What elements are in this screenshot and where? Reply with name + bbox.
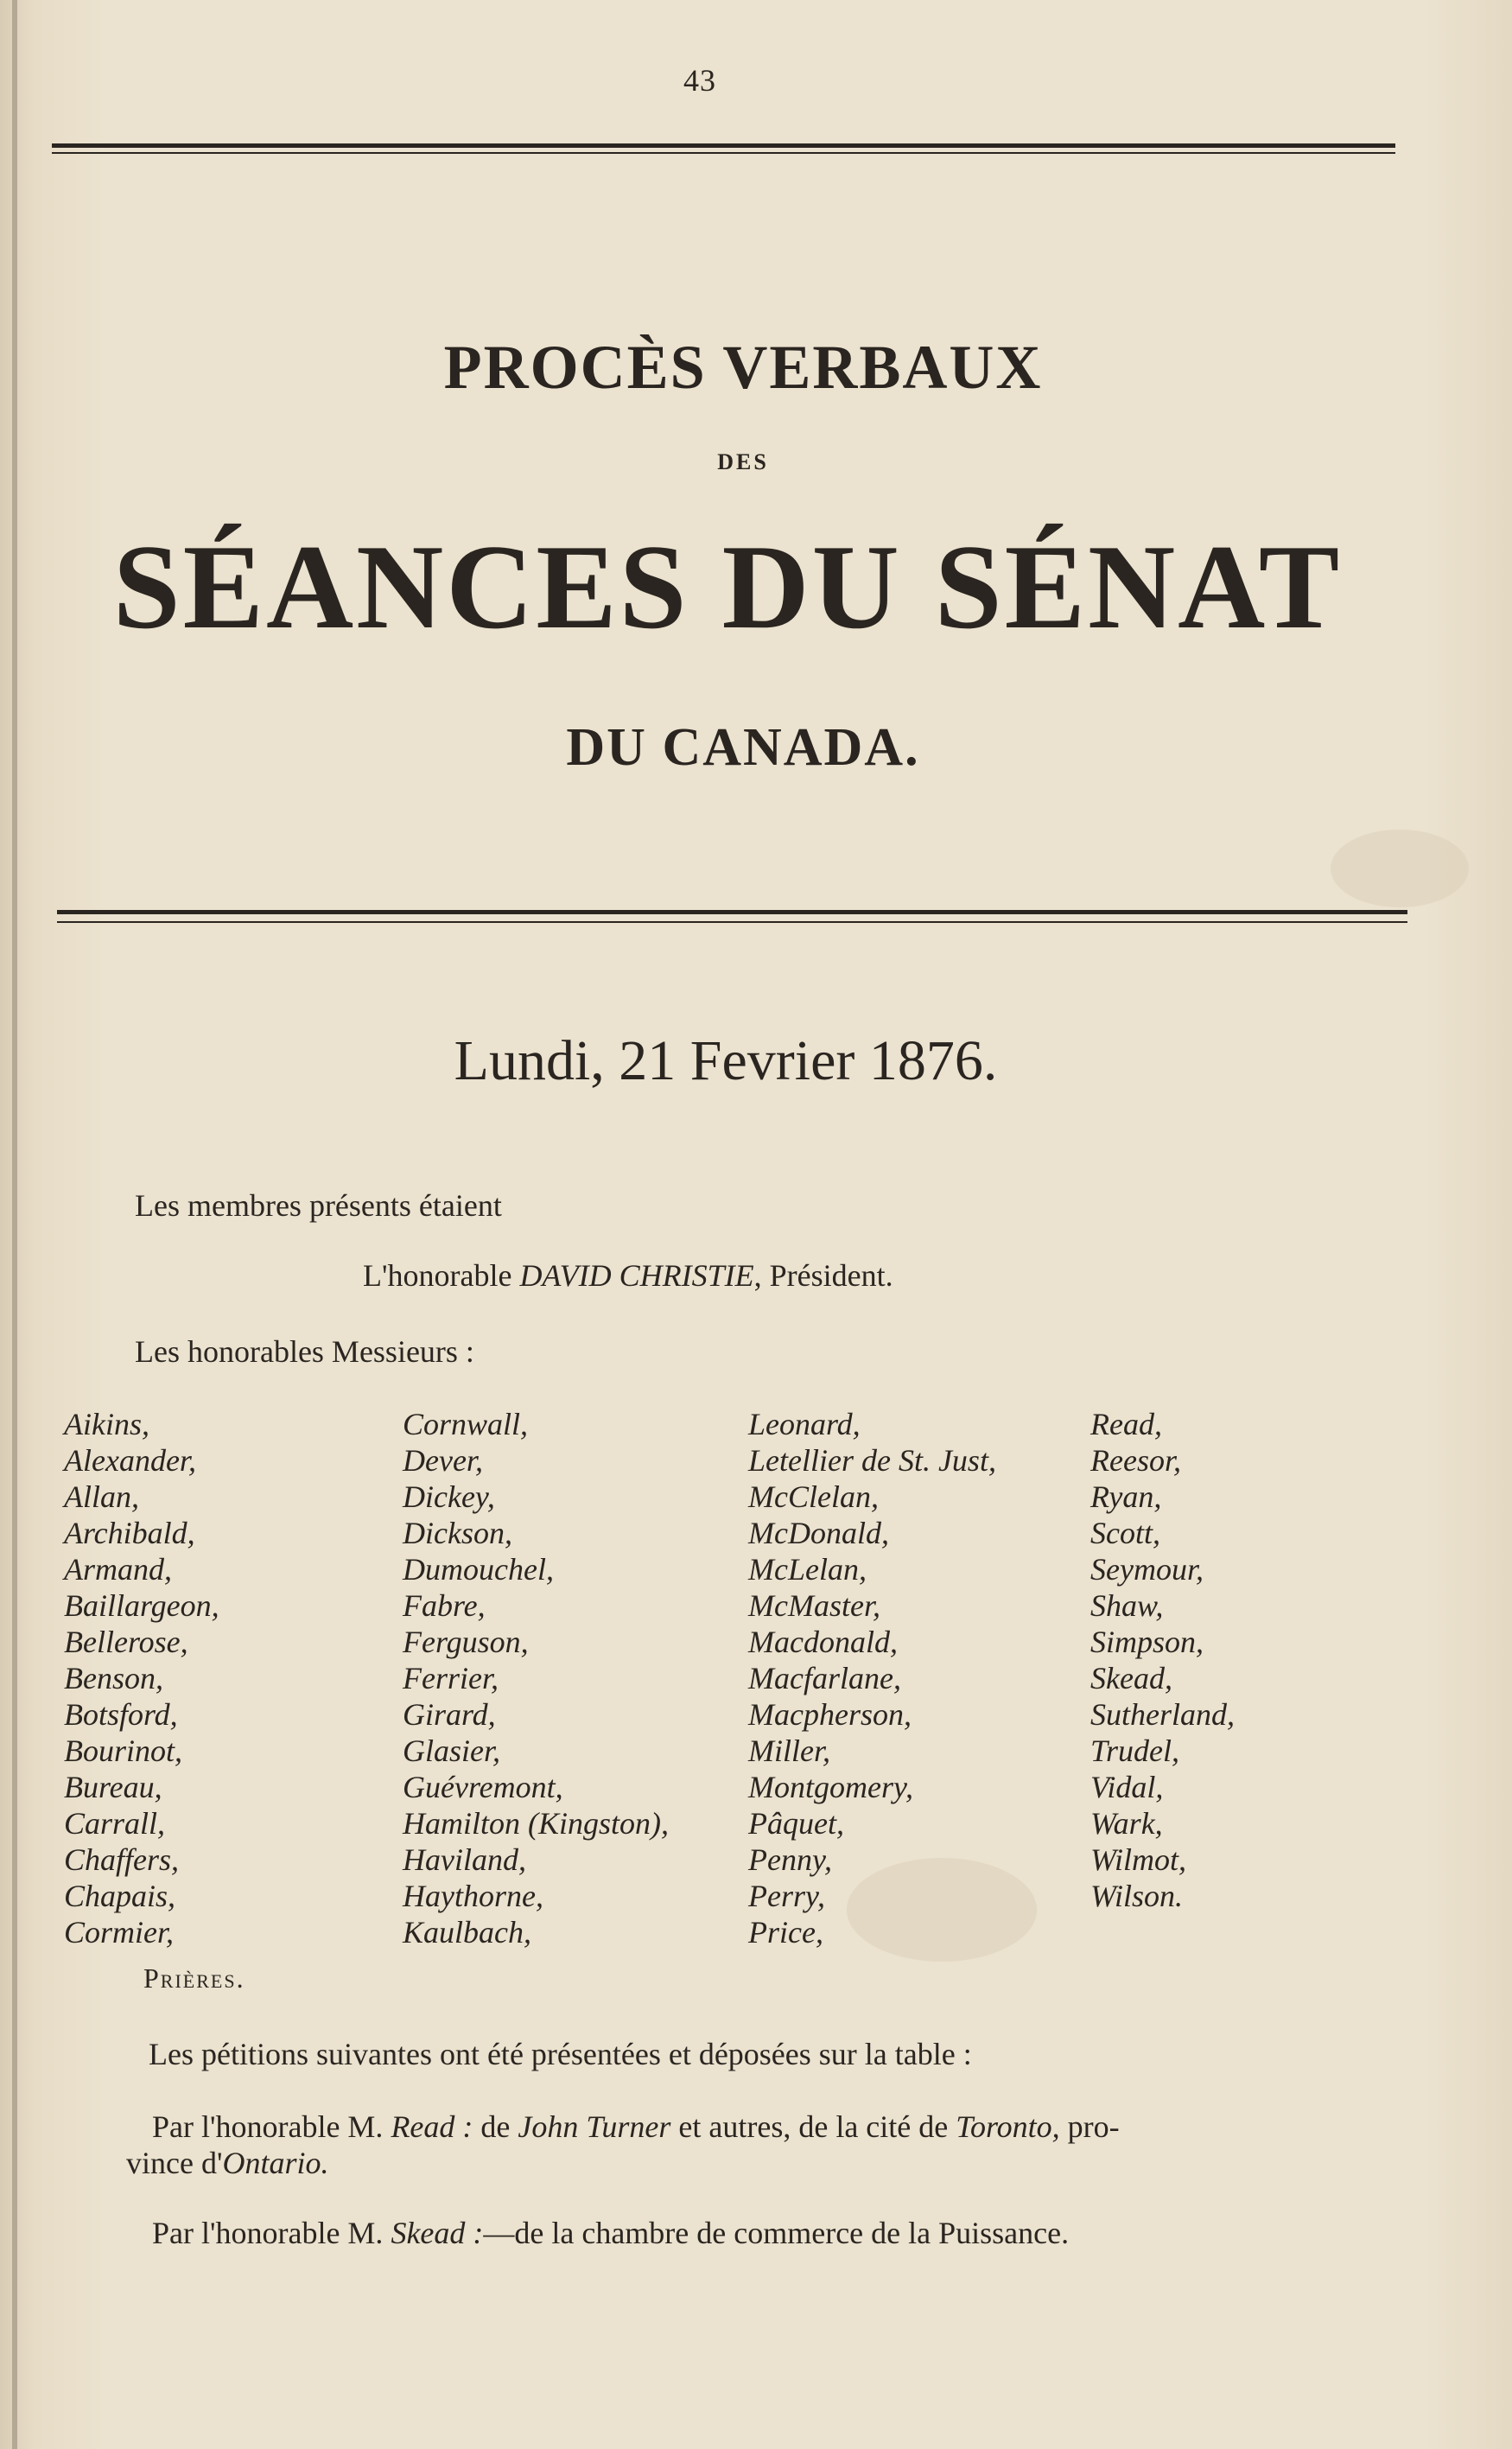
member-name: Allan,: [64, 1479, 139, 1514]
petition-1-city: Toronto,: [956, 2109, 1060, 2144]
top-rule-thin: [52, 152, 1395, 154]
member-name: Ferrier,: [403, 1661, 499, 1695]
member-name: Pâquet,: [748, 1806, 844, 1841]
top-rule: [52, 143, 1395, 148]
petition-1-prefix: Par l'honorable M.: [152, 2109, 391, 2144]
petition-1-senator: Read :: [391, 2109, 473, 2144]
member-name: Seymour,: [1090, 1552, 1204, 1587]
petition-1: [152, 2109, 1120, 2145]
member-name: Montgomery,: [748, 1770, 913, 1804]
member-name: Armand,: [64, 1552, 172, 1587]
petition-1-line-2: [126, 2145, 328, 2181]
member-name: McClelan,: [748, 1479, 879, 1514]
member-name: Botsford,: [64, 1697, 178, 1732]
petition-1-text-c: pro-: [1059, 2109, 1120, 2144]
member-name: Trudel,: [1090, 1733, 1180, 1768]
member-name: Alexander,: [64, 1443, 196, 1478]
member-name: Wilson.: [1090, 1879, 1184, 1913]
member-name: Shaw,: [1090, 1588, 1164, 1623]
member-name: Simpson,: [1090, 1625, 1204, 1659]
member-name: Guévremont,: [403, 1770, 563, 1804]
petition-1-province: Ontario.: [222, 2146, 329, 2180]
member-name: Kaulbach,: [403, 1915, 531, 1950]
member-name: Leonard,: [748, 1407, 861, 1441]
member-name: Benson,: [64, 1661, 163, 1695]
section-rule: [57, 910, 1407, 914]
petition-2-text: —de la chambre de commerce de la Puissance.: [483, 2216, 1070, 2250]
section-rule-thin: [57, 921, 1407, 923]
petition-2-prefix: Par l'honorable M.: [152, 2216, 391, 2250]
member-name: Wark,: [1090, 1806, 1163, 1841]
member-name: McDonald,: [748, 1516, 889, 1550]
member-name: Letellier de St. Just,: [748, 1443, 996, 1478]
president-name: DAVID CHRISTIE: [519, 1258, 754, 1293]
member-name: Vidal,: [1090, 1770, 1164, 1804]
petition-2: [152, 2215, 1069, 2251]
petition-1-text-a: de: [473, 2109, 518, 2144]
members-column-1: [64, 1406, 219, 1950]
member-name: Ferguson,: [403, 1625, 529, 1659]
paper-stain: [1331, 830, 1469, 907]
member-name: Haythorne,: [403, 1879, 543, 1913]
members-column-3: [748, 1406, 996, 1950]
member-name: Carrall,: [64, 1806, 166, 1841]
member-name: Price,: [748, 1915, 823, 1950]
petition-2-senator: Skead :: [391, 2216, 484, 2250]
member-name: Macdonald,: [748, 1625, 898, 1659]
member-name: Miller,: [748, 1733, 830, 1768]
member-name: Reesor,: [1090, 1443, 1181, 1478]
member-name: Perry,: [748, 1879, 825, 1913]
petition-1-person: John Turner: [518, 2109, 671, 2144]
member-name: Fabre,: [403, 1588, 486, 1623]
title-line-2: DES: [717, 449, 769, 474]
member-name: Dever,: [403, 1443, 483, 1478]
member-name: Bourinot,: [64, 1733, 183, 1768]
member-name: McMaster,: [748, 1588, 880, 1623]
member-name: Skead,: [1090, 1661, 1172, 1695]
member-name: Bellerose,: [64, 1625, 188, 1659]
member-name: Dumouchel,: [403, 1552, 554, 1587]
prayers-heading: Prières.: [143, 1962, 245, 1994]
page-number: 43: [683, 63, 716, 98]
president-suffix: , Président.: [753, 1258, 893, 1293]
members-intro: Les membres présents étaient: [135, 1188, 502, 1223]
member-name: Cormier,: [64, 1915, 175, 1950]
members-column-2: [403, 1406, 669, 1950]
member-name: McLelan,: [748, 1552, 867, 1587]
title-line-4: DU CANADA.: [566, 718, 920, 777]
member-name: Sutherland,: [1090, 1697, 1235, 1732]
petitions-intro: Les pétitions suivantes ont été présentées et déposées sur la table :: [149, 2037, 972, 2071]
member-name: Penny,: [748, 1842, 832, 1877]
president-prefix: L'honorable: [363, 1258, 512, 1293]
member-name: Chaffers,: [64, 1842, 180, 1877]
member-name: Ryan,: [1090, 1479, 1162, 1514]
member-name: Dickey,: [403, 1479, 495, 1514]
member-name: Aikins,: [64, 1407, 149, 1441]
member-name: Haviland,: [403, 1842, 526, 1877]
member-name: Chapais,: [64, 1879, 176, 1913]
member-name: Dickson,: [403, 1516, 512, 1550]
sitting-date: Lundi, 21 Fevrier 1876.: [454, 1029, 998, 1092]
member-name: Hamilton (Kingston),: [403, 1806, 670, 1841]
member-name: Wilmot,: [1090, 1842, 1187, 1877]
members-column-4: [1090, 1406, 1235, 1914]
member-name: Baillargeon,: [64, 1588, 219, 1623]
member-name: Macpherson,: [748, 1697, 912, 1732]
member-name: Cornwall,: [403, 1407, 529, 1441]
member-name: Scott,: [1090, 1516, 1160, 1550]
member-name: Macfarlane,: [748, 1661, 901, 1695]
title-line-1: PROCÈS VERBAUX: [443, 333, 1043, 402]
honorables-intro: Les honorables Messieurs :: [135, 1334, 474, 1369]
title-line-3: SÉANCES DU SÉNAT: [112, 520, 1343, 654]
petition-1-text-b: et autres, de la cité de: [670, 2109, 956, 2144]
member-name: Read,: [1090, 1407, 1162, 1441]
president-line: [363, 1257, 893, 1294]
member-name: Girard,: [403, 1697, 496, 1732]
member-name: Glasier,: [403, 1733, 501, 1768]
member-name: Archibald,: [64, 1516, 195, 1550]
member-name: Bureau,: [64, 1770, 162, 1804]
petition-1-line-2-prefix: vince d': [126, 2146, 223, 2180]
